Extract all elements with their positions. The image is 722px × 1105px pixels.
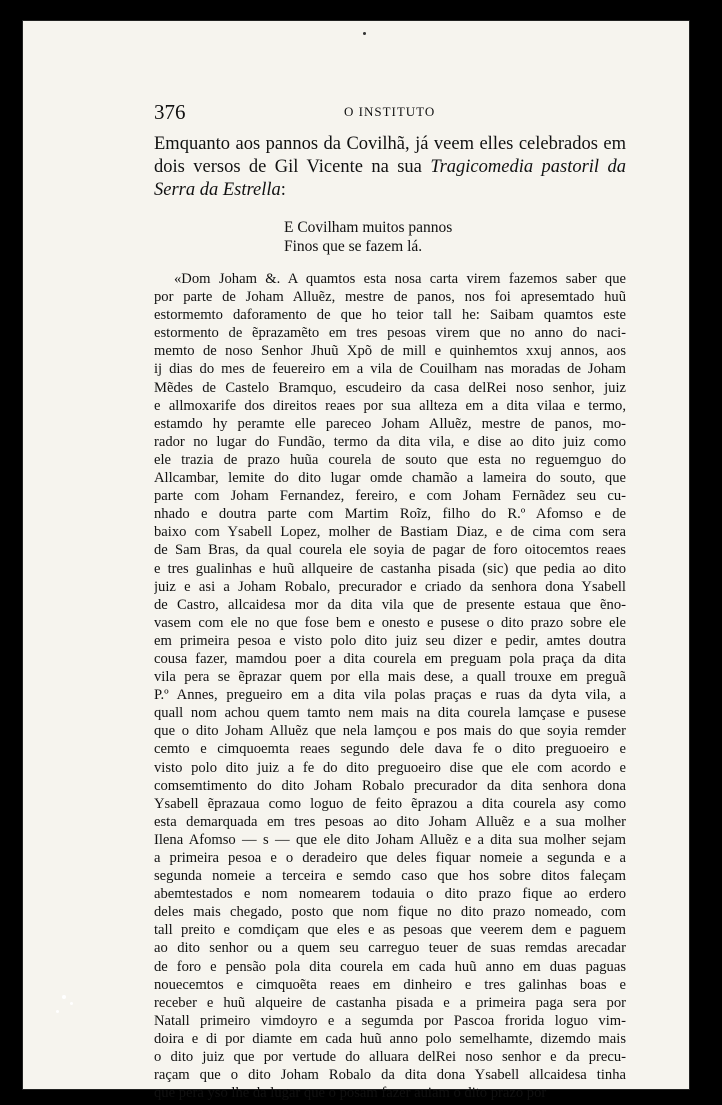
charter-line: doira e di por diamte em cada huũ anno polo semelhamte, dizemdo mais: [154, 1030, 626, 1047]
page-header: [154, 100, 624, 124]
verse-line-2: Finos que se fazem lá.: [284, 238, 423, 255]
charter-line: abemtestados e nom nomearem todauia o dito prazo fique ao erdero: [154, 886, 626, 903]
charter-line: segunda nomeie a terceira e semdo caso que hos sobre ditos faleçam: [154, 868, 626, 885]
charter-line: o dito juiz que por vertude do alluara delRei noso senhor e da precu-: [154, 1049, 626, 1066]
charter-line: ij dias do mes de feuereiro em a vila de Couilham nas moradas de Joham: [154, 361, 626, 378]
charter-line: juiz e asi a Joham Robalo, precurador e criado da senhora dona Ysabell: [154, 578, 626, 595]
charter-line: quall nom achou quem tamto nem mais na dita courela lamçase e pusese: [154, 705, 626, 722]
charter-line: nhado e doutra parte com Martim Roĩz, filho do R.º Afomso e de: [154, 506, 626, 523]
charter-line: ele trazia de prazo huũa courela de souto que esta no reguemguo do: [154, 451, 626, 468]
scan-speck: [62, 995, 66, 999]
charter-line: Ysabell ẽprazaua como loguo de feito ẽprazou a dita courela asy como: [154, 795, 626, 812]
charter-line: estormento de ẽprazamẽto em tres pesoas virem que no anno do naci-: [154, 325, 626, 342]
running-head: O INSTITUTO: [344, 104, 436, 119]
charter-line: receber e huũ alqueire de castanha pisada e a primeira paga sera por: [154, 994, 626, 1011]
charter-line: estamdo hy peramte elle pareceo Joham Alluẽz, mestre de panos, mo-: [154, 415, 626, 432]
charter-line: P.º Annes, pregueiro em a dita vila polas praças e ruas da dyta vila, a: [154, 687, 626, 704]
charter-line: Allcambar, lemite do dito lugar omde chamão a lameira do souto, que: [154, 470, 626, 487]
charter-line: cousa fazer, mamdou poer a dita courela em preguam pola praça da dita: [154, 650, 626, 667]
charter-line: esta demarquada em tres pesoas ao dito Joham Alluẽz e a sua molher: [154, 813, 626, 830]
scan-speck: [363, 32, 366, 35]
charter-line: Ilena Afomso — s — que ele dito Joham Alluẽz e a dita sua molher sejam: [154, 831, 626, 848]
charter-line: de Castro, allcaidesa mor da dita vila que de presente estaua que ẽno-: [154, 596, 626, 613]
charter-line: nouecemtos e cimquoẽta reaes em dinheiro e tres galinhas boas e: [154, 976, 626, 993]
page-number: 376: [154, 100, 186, 124]
charter-line: raçam que o dito Joham Robalo da dita dona Ysabell allcaidesa tinha: [154, 1067, 626, 1084]
charter-line: comsemtimento do dito Joham Robalo precurador da dita senhora dona: [154, 777, 626, 794]
charter-line: parte com Joham Fernandez, fereiro, e com Joham Fernãdez seu cu-: [154, 488, 626, 505]
charter-text: [154, 270, 626, 1102]
charter-line: a primeira pesoa e o deradeiro que deles fiquar nomeie a segunda e a: [154, 850, 626, 866]
charter-line: visto polo dito juiz a fe do dito preguoeiro dise que ele com acordo e: [154, 759, 626, 776]
charter-line: ao dito senhor ou a quem seu carreguo teuer de suas remdas arecadar: [154, 940, 626, 957]
charter-line: de Sam Bras, da qual courela ele soyia de pagar de foro oitocemtos reaes: [154, 542, 626, 559]
scan-speck: [56, 1010, 59, 1013]
charter-line: tall preito e comdiçam que eles e as pesoas que veerem dem e paguem: [154, 922, 626, 939]
charter-line: memto de noso Senhor Jhuũ Xpõ de mill e quinhemtos xxuj annos, aos: [154, 343, 626, 360]
charter-line: Natall primeiro vimdoyro e a segumda por Pascoa frorida loguo vim-: [154, 1012, 626, 1029]
charter-line: em primeira pesoa e visto polo dito juiz seu dizer e pedir, amtes doutra: [154, 632, 626, 649]
charter-line: rador no lugar do Fundão, termo da dita vila, e dise ao dito juiz como: [154, 433, 626, 450]
charter-line: vasem com ele no que fose bem e onesto e pusese o dito prazo sobre ele: [154, 614, 626, 631]
intro-text: Emquanto aos pannos da Covilhã, já veem elles celebrados em dois versos de Gil Vicente na sua: [154, 134, 626, 177]
work-title: Tragicomedia pastoril da Serra da Estrella: [154, 157, 626, 200]
charter-line: e allmoxarife dos direitos reaes por sua allteza em a dita vilaa e termo,: [154, 397, 626, 414]
verse-line-1: E Covilham muitos pannos: [284, 219, 453, 236]
charter-line: e tres gualinhas e huũ allqueire de castanha pisada (sic) que pedia ao dito: [154, 560, 626, 577]
charter-line: estormemto daforamento de que ho teior tall he: Saibam quamtos este: [154, 307, 626, 324]
verse-quote: [284, 218, 544, 256]
charter-line: «Dom Joham &. A quamtos esta nosa carta virem fazemos saber que: [174, 271, 626, 287]
charter-line: cemto e cimquoemta reaes segundo dele dava fe o dito preguoeiro e: [154, 741, 626, 758]
charter-line: vila pera se ẽprazar quem por ella mais dese, a quall trouxe em preguã: [154, 669, 626, 686]
charter-line: que o dito Joham Alluẽz que nela lamçou e pos mais do que soyia remder: [154, 723, 626, 740]
charter-line: de foro e pensão pola dita courela em cada huũ anno em duas paguas: [154, 958, 626, 975]
charter-line: Mẽdes de Castelo Bramquo, escudeiro da casa delRei noso senhor, juiz: [154, 379, 626, 396]
intro-paragraph: [154, 133, 626, 202]
charter-line: que pera yso lhe da lugar que o posam fazer auiam o dito prazo por: [154, 1085, 547, 1102]
charter-line: baixo com Ysabell Lopez, molher de Bastiam Diaz, e de cima com sera: [154, 524, 626, 541]
charter-line: deles mais chegado, posto que nom fique no dito prazo nomeado, com: [154, 904, 626, 921]
charter-line: por parte de Joham Alluẽz, mestre de panos, nos foi apresemtado huũ: [154, 289, 626, 306]
scan-speck: [70, 1002, 73, 1005]
intro-punctuation: :: [280, 180, 286, 200]
